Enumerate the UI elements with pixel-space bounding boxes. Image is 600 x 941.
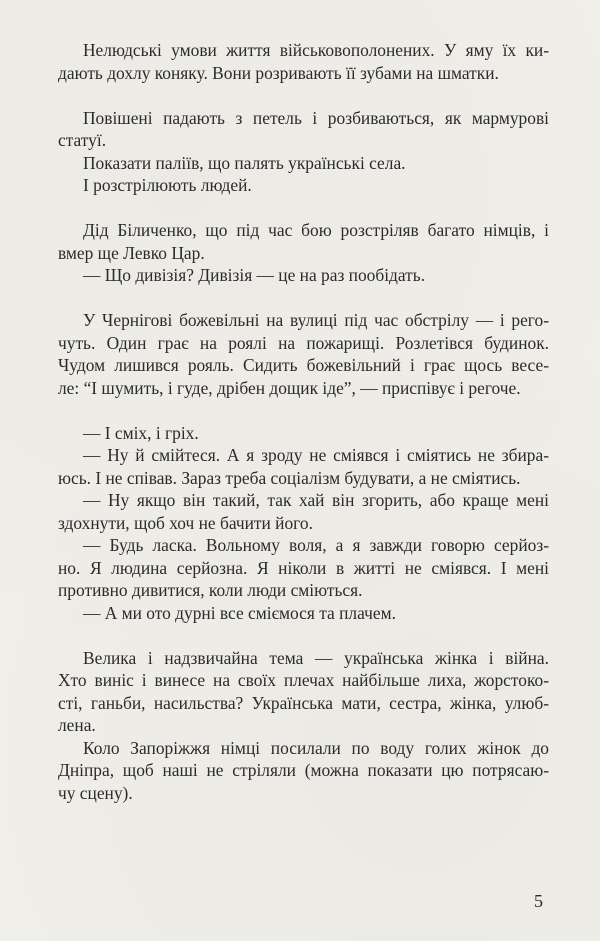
text-line: Дніпра, щоб наші не стріляли (можна показати цю потрясаю-	[58, 760, 549, 780]
text-line: — Ну якщо він такий, так хай він згорить, або краще мені	[83, 490, 549, 510]
text-line: противно дивитися, коли люди сміються.	[58, 580, 363, 600]
paragraph-spacer	[58, 399, 549, 422]
paragraph	[58, 264, 549, 287]
paragraph-spacer	[58, 84, 549, 107]
text-line: но. Я людина серйозна. Я ніколи в житті не сміявся. І мені	[58, 557, 549, 578]
paragraph-spacer	[58, 197, 549, 220]
text-line: дають дохлу коняку. Вони розривають її зубами на шматки.	[58, 62, 499, 83]
text-line: чуть. Один грає на роялі на пожарищі. Розлетівся будинок.	[58, 332, 549, 353]
text-line: — А ми ото дурні все сміємося та плачем.	[83, 602, 396, 623]
text-line: — І сміх, і гріх.	[83, 422, 199, 443]
text-line: Велика і надзвичайна тема — українська жінка і війна.	[83, 647, 549, 668]
text-line: Дід Біличенко, що під час бою розстріляв багато німців, і	[83, 220, 549, 240]
paragraph-spacer	[58, 287, 549, 310]
text-line: статуї.	[58, 130, 107, 150]
text-line: Коло Запоріжжя німці посилали по воду голих жінок до	[83, 737, 549, 758]
text-line: Показати паліїв, що палять українські села.	[83, 152, 406, 173]
paragraph	[58, 39, 549, 84]
text-line: вмер ще Левко Цар.	[58, 242, 205, 263]
text-line: — Ну й смійтеся. А я зроду не сміявся і сміятись не збира-	[83, 445, 549, 465]
paragraph	[58, 174, 549, 197]
text-line: Нелюдські умови життя військовополонених. У яму їх ки-	[83, 40, 549, 60]
text-line: сті, ганьби, насильства? Українська мати, сестра, жінка, улюб-	[58, 692, 549, 713]
text-line: здохнути, щоб хоч не бачити його.	[58, 512, 313, 533]
paragraph	[58, 152, 549, 175]
paragraph	[58, 534, 549, 602]
paragraph	[58, 219, 549, 264]
text-line: Повішені падають з петель і розбиваються, як мармурові	[83, 107, 549, 128]
paragraph	[58, 422, 549, 445]
paragraph	[58, 489, 549, 534]
page-number: 5	[534, 891, 543, 911]
text-line: Чудом лишився рояль. Сидить божевільний і грає щось весе-	[58, 355, 549, 375]
text-line: лена.	[58, 715, 96, 735]
page-body-text	[58, 39, 549, 804]
paragraph-spacer	[58, 624, 549, 647]
paragraph	[58, 737, 549, 805]
paragraph	[58, 602, 549, 625]
paragraph	[58, 647, 549, 737]
text-line: чу сцену).	[58, 782, 133, 803]
text-line: — Будь ласка. Вольному воля, а я завжди говорю серйоз-	[83, 535, 549, 555]
text-line: Хто виніс і винесе на своїх плечах найбільше лиха, жорстоко-	[58, 670, 549, 690]
paragraph	[58, 107, 549, 152]
paragraph	[58, 444, 549, 489]
text-line: ле: “І шумить, і гуде, дрібен дощик іде”, — приспівує і регоче.	[58, 377, 521, 398]
paragraph	[58, 309, 549, 399]
text-line: У Чернігові божевільні на вулиці під час обстрілу — і рего-	[83, 310, 549, 330]
text-line: — Що дивізія? Дивізія — це на раз пообідать.	[83, 265, 426, 285]
text-line: І розстрілюють людей.	[83, 175, 252, 195]
text-line: юсь. І не співав. Зараз треба соціалізм будувати, а не сміятись.	[58, 467, 521, 488]
